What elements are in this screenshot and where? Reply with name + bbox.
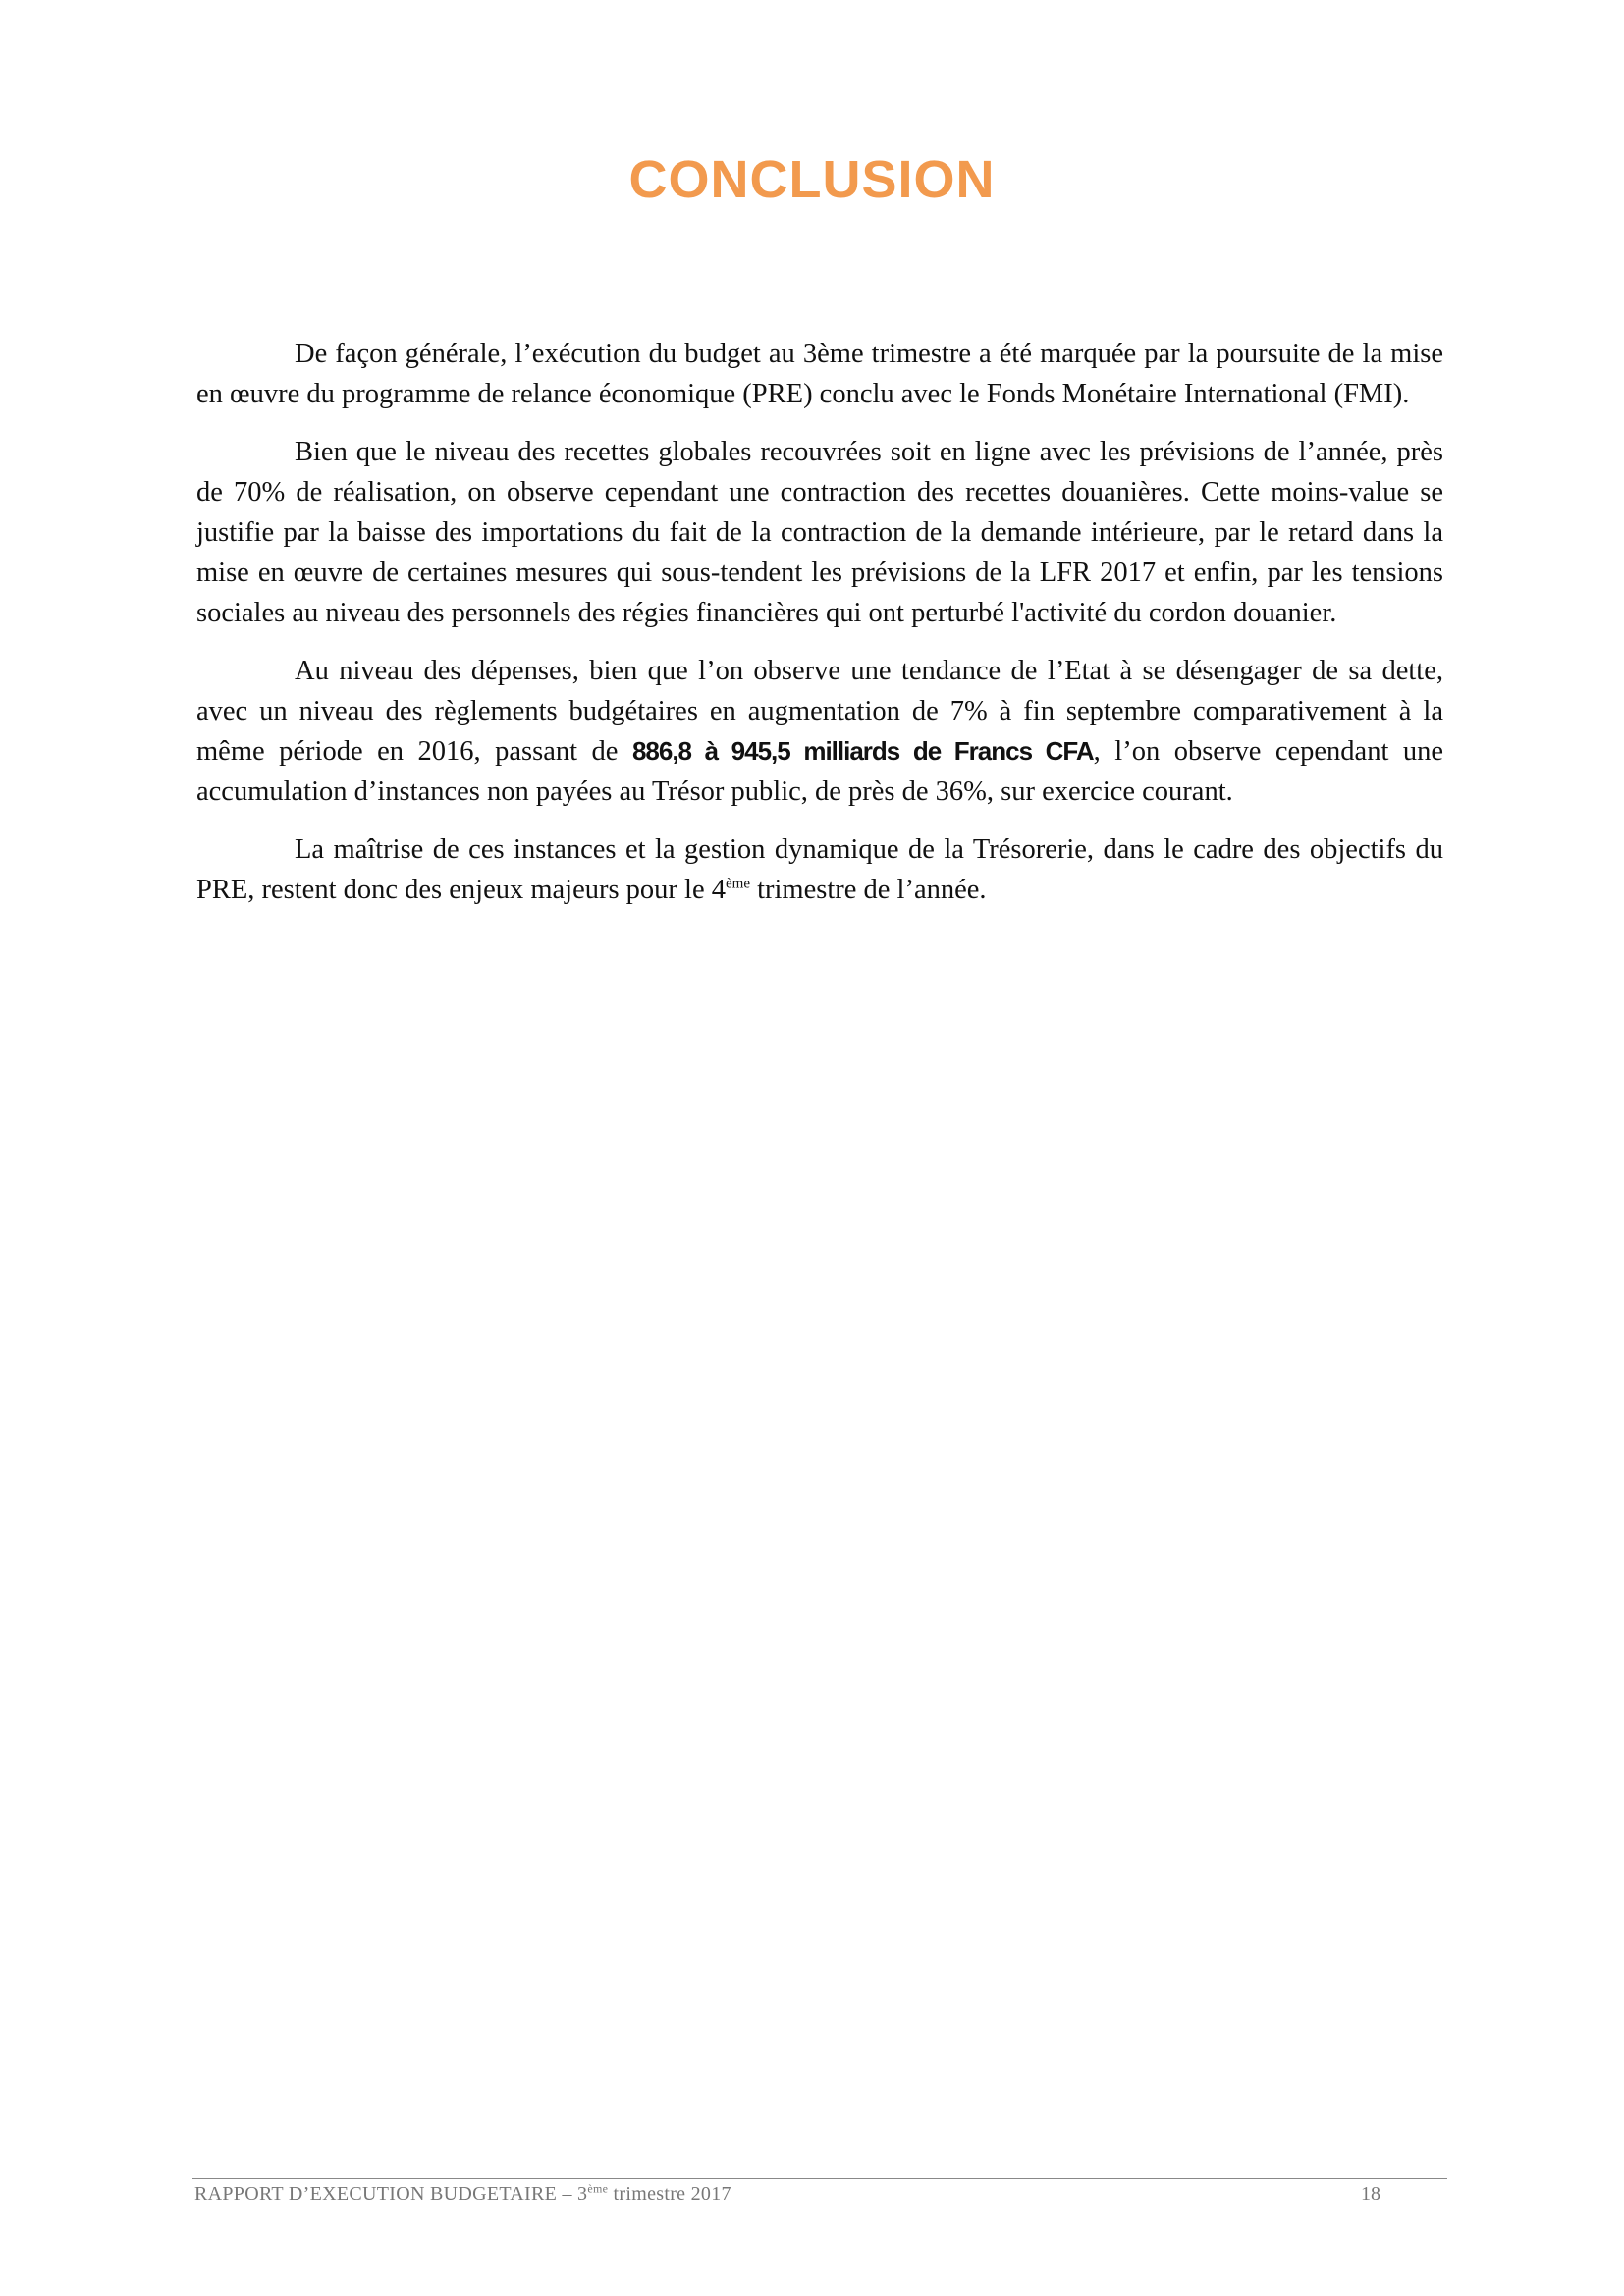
footer-report-text-start: RAPPORT D’EXECUTION BUDGETAIRE – 3 [194, 2183, 588, 2205]
footer-ordinal-superscript: ème [587, 2181, 609, 2196]
paragraph-4-text-start: La maîtrise de ces instances et la gestion dynamique de la Trésorerie, dans le cadre des objectifs du PRE, restent donc des enjeux majeurs pour le 4 [196, 834, 1443, 905]
page-number: 18 [1361, 2183, 1380, 2205]
paragraph-1: De façon générale, l’exécution du budget au 3ème trimestre a été marquée par la poursuite de la mise en œuvre du programme de relance économique (PRE) conclu avec le Fonds Monétaire International (FMI). [196, 339, 1443, 409]
paragraph-3-text-start: Au niveau des dépenses, bien que l’on observe une tendance de l’Etat à se désengager de sa dette, avec un niveau des règlements budgétaires en augmentation de 7% à fin septembre comparativement à la même période en 2016, passant de [196, 656, 1443, 767]
footer-report-title [194, 2183, 731, 2206]
amount-highlight: 886,8 à 945,5 milliards de Francs CFA [631, 736, 1094, 766]
document-body [196, 334, 1443, 928]
footer-divider [192, 2178, 1447, 2179]
ordinal-superscript: ème [726, 876, 750, 892]
paragraph-4-text-end: trimestre de l’année. [749, 875, 987, 905]
page-title: CONCLUSION [628, 150, 996, 209]
footer-report-text-end: trimestre 2017 [608, 2183, 731, 2205]
paragraph-3 [196, 651, 1443, 812]
paragraph-4 [196, 829, 1443, 910]
paragraph-2: Bien que le niveau des recettes globales recouvrées soit en ligne avec les prévisions de l’année, près de 70% de réalisation, on observe cependant une contraction des recettes douanières. Cette moins-value se justifie par la baisse des importations du fait de la contraction de la demande intérieure, par le retard dans la mise en œuvre de certaines mesures qui sous-tendent les prévisions de la LFR 2017 et enfin, par les tensions sociales au niveau des personnels des régies financières qui ont perturbé l'activité du cordon douanier. [196, 437, 1443, 628]
paragraph-3-text-end: , l’on observe cependant une accumulation d’instances non payées au Trésor public, de près de 36%, sur exercice courant. [196, 736, 1444, 807]
